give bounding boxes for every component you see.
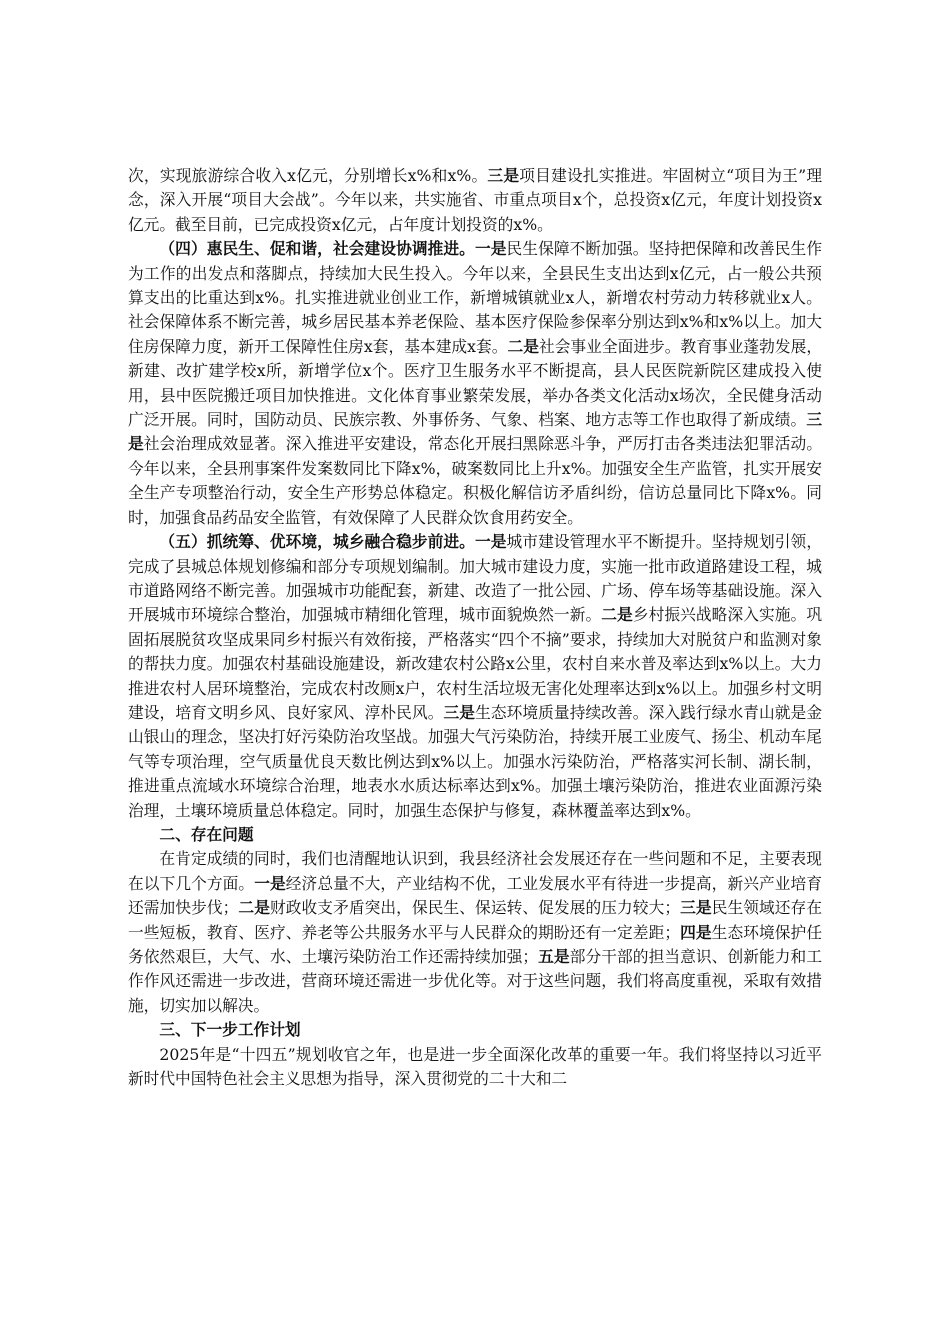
bold-text-run: （五）抓统筹、优环境，城乡融合稳步前进。	[159, 532, 475, 552]
text-run: 民生领域还存在一些短板，教育、医疗、养老等公共服务水平与人民群众的期盼还有一定差距；	[128, 898, 823, 942]
text-run: 社会事业全面进步。教育事业蓬勃发展，新建、改扩建学校x所，新增学位x个。医疗卫生服务水平不断提高，县人民医院新院区建成投入使用，县中医院搬迁项目加快推进。文化体育事业繁荣发展，举办各类文化活动x场次，全民健身活动广泛开展。同时，国防动员、民族宗教、外事侨务、气象、档案、地方志等工作也取得了新成绩。	[128, 336, 823, 430]
text-run: 城市建设管理水平不断提升。坚持规划引领，完成了县城总体规划修编和部分专项规划编制。加大城市建设力度，实施一批市政道路建设工程，城市道路网络不断完善。加强城市功能配套，新建、改造了一批公园、广场、停车场等基础设施。深入开展城市环境综合整治，加强城市精细化管理，城市面貌焕然一新。	[128, 532, 823, 625]
document-page	[128, 164, 822, 1091]
bold-text-run: 一是	[474, 532, 507, 552]
bold-text-run: 二是	[507, 336, 539, 356]
body-paragraph	[128, 237, 822, 530]
bold-text-run: 二是	[601, 605, 633, 625]
text-run: 社会治理成效显著。深入推进平安建设，常态化开展扫黑除恶斗争，严厉打击各类违法犯罪活动。今年以来，全县刑事案件发案数同比下降x%，破案数同比上升x%。加强安全生产监管，扎实开展安全生产专项整治行动，安全生产形势总体稳定。积极化解信访矛盾纠纷，信访总量同比下降x%。同时，加强食品药品安全监管，有效保障了人民群众饮食用药安全。	[128, 434, 823, 527]
text-run: 在肯定成绩的同时，我们也清醒地认识到，我县经济社会发展还存在一些问题和不足，主要表现在以下几个方面。	[128, 849, 822, 893]
text-run: 生态环境质量持续改善。深入践行绿水青山就是金山银山的理念，坚决打好污染防治攻坚战。加强大气污染防治，持续开展工业废气、扬尘、机动车尾气等专项治理，空气质量优良天数比例达到x%以上。加强水污染防治，严格落实河长制、湖长制，推进重点流域水环境综合治理，地表水水质达标率达到x%。加强土壤污染防治，推进农业面源污染治理，土壤环境质量总体稳定。同时，加强生态保护与修复，森林覆盖率达到x%。	[128, 702, 823, 820]
bold-text-run: 五是	[538, 947, 570, 966]
bold-text-run: 三是	[680, 898, 712, 918]
text-run: 部分干部的担当意识、创新能力和工作作风还需进一步改进，营商环境还需进一步优化等。对于这些问题，我们将高度重视，采取有效措施，切实加以解决。	[128, 947, 823, 1015]
section-heading	[128, 823, 822, 847]
text-run: 2025年是“十四五”规划收官之年，也是进一步全面深化改革的重要一年。我们将坚持以习近平新时代中国特色社会主义思想为指导，深入贯彻党的二十大和二	[128, 1044, 822, 1089]
text-run: 生态环境保护任务依然艰巨，大气、水、土壤污染防治工作还需持续加强；	[128, 922, 823, 966]
bold-text-run: 一是	[474, 239, 507, 259]
body-paragraph	[128, 530, 822, 823]
bold-text-run: 四是	[680, 922, 712, 942]
bold-text-run: 二是	[238, 898, 270, 918]
text-run: 民生保障不断加强。坚持把保障和改善民生作为工作的出发点和落脚点，持续加大民生投入。今年以来，全县民生支出达到x亿元，占一般公共预算支出的比重达到x%。扎实推进就业创业工作，新增城镇就业x人，新增农村劳动力转移就业x人。社会保障体系不断完善，城乡居民基本养老保险、基本医疗保险参保率分别达到x%和x%以上。加大住房保障力度，新开工保障性住房x套，基本建成x套。	[128, 239, 823, 356]
body-paragraph	[128, 1043, 822, 1092]
text-run: 乡村振兴战略深入实施。巩固拓展脱贫攻坚成果同乡村振兴有效衔接，严格落实“四个不摘”要求，持续加大对脱贫户和监测对象的帮扶力度。加强农村基础设施建设，新改建农村公路x公里，农村自来水普及率达到x%以上。大力推进农村人居环境整治，完成农村改厕x户，农村生活垃圾无害化处理率达到x%以上。加强乡村文明建设，培育文明乡风、良好家风、淳朴民风。	[128, 605, 823, 722]
body-paragraph	[128, 164, 822, 237]
bold-text-run: 一是	[254, 873, 286, 893]
section-heading	[128, 1018, 822, 1042]
bold-text-run: 三是	[487, 166, 520, 185]
text-run: 财政收支矛盾突出，保民生、保运转、促发展的压力较大；	[269, 898, 681, 918]
bold-text-run: 三是	[443, 702, 476, 722]
bold-text-run: 二、存在问题	[159, 824, 254, 844]
text-run: 次，实现旅游综合收入x亿元，分别增长x%和x%。	[128, 166, 488, 185]
bold-text-run: 三是	[128, 410, 822, 454]
text-run: 项目建设扎实推进。牢固树立“项目为王”理念，深入开展“项目大会战”。今年以来，共实施省、市重点项目x个，总投资x亿元，年度计划投资x亿元。截至目前，已完成投资x亿元，占年度计划投资的x%。	[128, 166, 823, 234]
body-paragraph	[128, 847, 822, 1018]
bold-text-run: 三、下一步工作计划	[159, 1020, 301, 1040]
text-run: 经济总量不大，产业结构不优，工业发展水平有待进一步提高，新兴产业培育还需加快步伐；	[128, 873, 823, 918]
bold-text-run: （四）惠民生、促和谐，社会建设协调推进。	[159, 239, 475, 259]
